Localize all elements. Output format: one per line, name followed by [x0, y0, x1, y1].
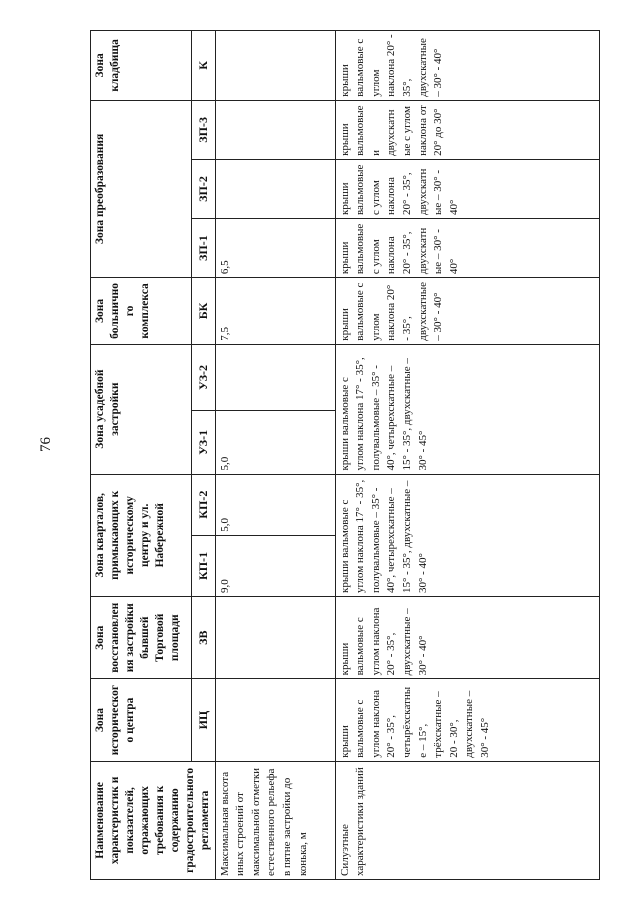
code-uz2: УЗ-2 — [192, 344, 215, 411]
regulation-table — [90, 30, 600, 880]
silhouette-value-ic: крыши вальмовые с углом наклона 20° - 35°, четырёхскатны е – 15°, трёхскатные – 20 - 30°, двухскатные – 30° - 45° — [335, 679, 600, 761]
header-zone-hospital: Зона больничного комплекса — [91, 278, 192, 345]
header-zone-quarters: Зона кварталов, примыкающих к историческому центру и ул. Набережной — [91, 474, 192, 596]
code-kp1: КП-1 — [192, 535, 215, 596]
code-kp2: КП-2 — [192, 474, 215, 535]
header-zone-transform: Зона преобразования — [91, 100, 192, 277]
header-zone-cemetery: Зона кладбища — [91, 31, 192, 101]
silhouette-value-zp1: крыши вальмовые с углом наклона 20° - 35°, двухскатные – 30° - 40° — [335, 219, 600, 278]
silhouette-value-zv: крыши вальмовые с углом наклона 20° - 35°, двухскатные – 30° - 40° — [335, 597, 600, 679]
code-zp2: ЗП-2 — [192, 159, 215, 218]
code-k: К — [192, 31, 215, 101]
code-zv: ЗВ — [192, 597, 215, 679]
height-value-zp3 — [215, 100, 335, 159]
height-value-uz1: 5,0 — [215, 411, 335, 474]
code-ic: ИЦ — [192, 679, 215, 761]
row-silhouette-label: Силуэтные характеристики зданий — [335, 761, 600, 879]
header-zone-estate: Зона усадебной застройки — [91, 344, 192, 474]
header-name: Наименование характеристик и показателей, отражающих требования к содержанию градостроительного регламента — [91, 761, 216, 879]
silhouette-value-k: крыши вальмовые с углом наклона 20° - 35°, двухскатные – 30° - 40° — [335, 31, 600, 101]
height-value-zp1: 6,5 — [215, 219, 335, 278]
height-value-k — [215, 31, 335, 101]
code-zp3: ЗП-3 — [192, 100, 215, 159]
height-value-zv — [215, 597, 335, 679]
silhouette-value-zp2: крыши вальмовые с углом наклона 20° - 35°, двухскатные – 30° - 40° — [335, 159, 600, 218]
height-value-uz2 — [215, 344, 335, 411]
code-bk: БК — [192, 278, 215, 345]
height-value-zp2 — [215, 159, 335, 218]
height-value-bk: 7,5 — [215, 278, 335, 345]
header-zone-center: Зона исторического центра — [91, 679, 192, 761]
silhouette-value-kp: крыши вальмовые с углом наклона 17° - 35°, полувальмовые – 35° - 40°, четырехскатные – 15° - 35°, двухскатные – 30° - 40° — [335, 474, 600, 596]
rotated-table-container — [90, 30, 600, 880]
height-value-kp2: 5,0 — [215, 474, 335, 535]
code-uz1: УЗ-1 — [192, 411, 215, 474]
header-zone-trade: Зона восстановления застройки бывшей Торговой площади — [91, 597, 192, 679]
page-number: 76 — [38, 437, 54, 452]
height-value-ic — [215, 679, 335, 761]
silhouette-value-uz: крыши вальмовые с углом наклона 17° - 35°, полувальмовые – 35° - 40°, четырехскатные – 15° - 35°, двухскатные – 30° - 45° — [335, 344, 600, 474]
code-zp1: ЗП-1 — [192, 219, 215, 278]
row-height-label: Максимальная высота иных строений от максимальной отметки естественного рельефа в пятне застройки до конька, м — [215, 761, 335, 879]
silhouette-value-zp3: крыши вальмовые и двухскатные с углом наклона от 20° до 30° — [335, 100, 600, 159]
silhouette-value-bk: крыши вальмовые с углом наклона 20° - 35°, двухскатные – 30° - 40° — [335, 278, 600, 345]
height-value-kp1: 9,0 — [215, 535, 335, 596]
